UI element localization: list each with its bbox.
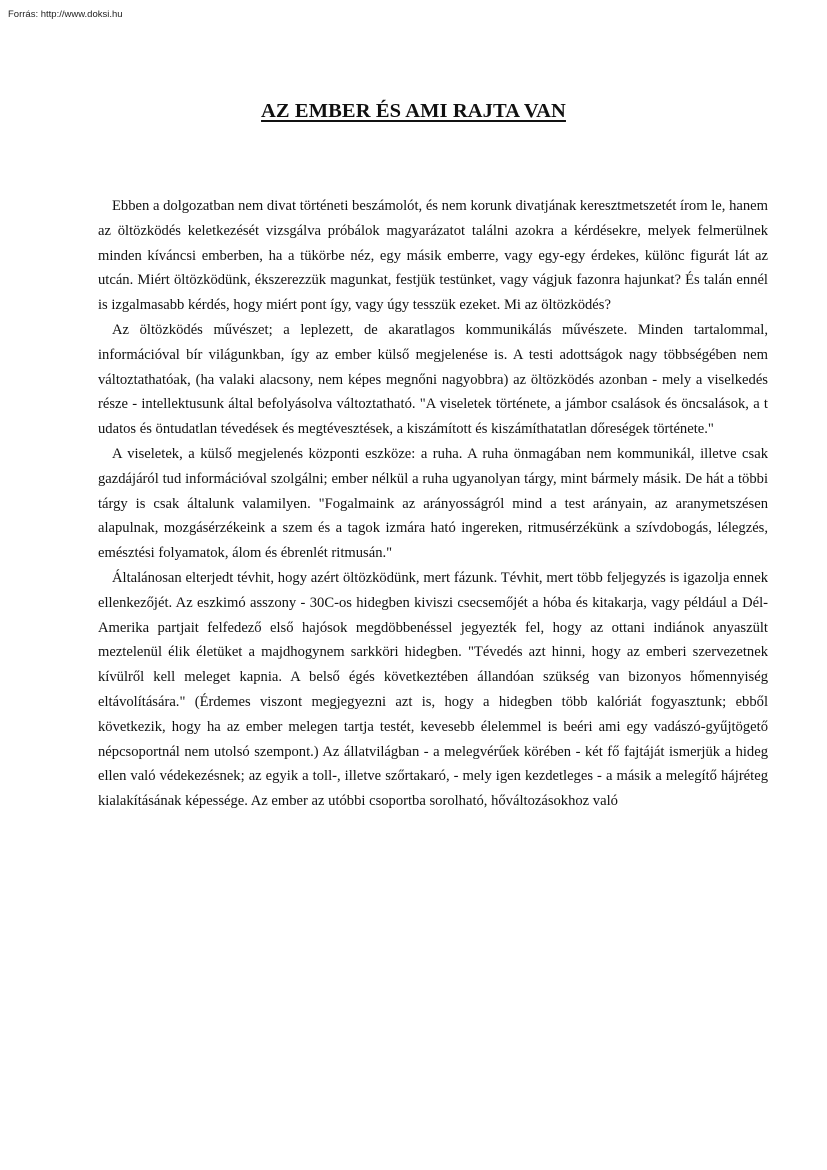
source-note: Forrás: http://www.doksi.hu: [8, 9, 123, 20]
document-body: [98, 194, 768, 814]
paragraph: Az öltözködés művészet; a leplezett, de akaratlagos kommunikálás művészete. Minden tartalommal, információval bír világunkban, így az ember külső megjelenése is. A testi adottságok nagy többségében nem változtathatóak, (ha valaki alacsony, nem képes megnőni nagyobbra) az öltözködés azonban - mely a viselkedés része - intellektusunk által befolyásolva változtatható. "A viseletek története, a jámbor csalások és öncsalások, a t udatos és öntudatlan tévedések és megtévesztések, a kiszámított és kiszámíthatatlan dőreségek története.": [98, 321, 768, 438]
paragraph: Általánosan elterjedt tévhit, hogy azért öltözködünk, mert fázunk. Tévhit, mert több feljegyzés is igazolja ennek ellenkezőjét. Az eszkimó asszony - 30C-os hidegben kiviszi csecsemőjét a hóba és kitakarja, vagy például a Dél-Amerika partjait felfedező első hajósok megdöbbenéssel jegyezték fel, hogy az ottani indiánok anyaszült meztelenül élik életüket a majdhogynem sarkköri hidegben. "Tévedés azt hinni, hogy az emberi szervezetnek kívülről kell meleget kapnia. A belső égés következtében állandóan szükség van bizonyos hőmennyiség eltávolítására." (Érdemes viszont megjegyezni azt is, hogy a hidegben több kalóriát fogyasztunk; ebből következik, hogy ha az ember melegen tartja testét, kevesebb élelemmel is beéri ami egy vadászó-gyűjtögető népcsoportnál nem utolsó szempont.) Az állatvilágban - a melegvérűek körében - két fő fajtáját ismerjük a hideg ellen való védekezésnek; az egyik a toll-, illetve szőrtakaró, - mely igen kezdetleges - a másik a melegítő hájréteg kialakításának képessége. Az ember az utóbbi csoportba sorolható, hőváltozásokhoz való: [98, 569, 768, 810]
paragraph: A viseletek, a külső megjelenés központi eszköze: a ruha. A ruha önmagában nem kommunikál, illetve csak gazdájáról tud információval szolgálni; ember nélkül a ruha ugyanolyan tárgy, mint bármely másik. De hát a többi tárgy is csak általunk valamilyen. "Fogalmaink az arányosságról mind a test arányain, az aranymetszésen alapulnak, mozgásérzékeink a szem és a tagok izmára ható ingereken, ritmusérzékünk a szívdobogás, lélegzés, emésztési folyamatok, álom és ébrenlét ritmusán.": [98, 445, 768, 562]
paragraph: Ebben a dolgozatban nem divat történeti beszámolót, és nem korunk divatjának keresztmetszetét írom le, hanem az öltözködés keletkezését vizsgálva próbálok magyarázatot találni azokra a kérdésekre, melyek felmerülnek minden kíváncsi emberben, ha a tükörbe néz, egy másik emberre, vagy egy-egy érdekes, különc figurát lát az utcán. Miért öltözködünk, ékszerezzük magunkat, festjük testünket, vagy vágjuk fazonra hajunkat? És talán ennél is izgalmasabb kérdés, hogy miért pont így, vagy úgy tesszük ezeket. Mi az öltözködés?: [98, 198, 768, 314]
document-title: AZ EMBER ÉS AMI RAJTA VAN: [261, 100, 566, 122]
